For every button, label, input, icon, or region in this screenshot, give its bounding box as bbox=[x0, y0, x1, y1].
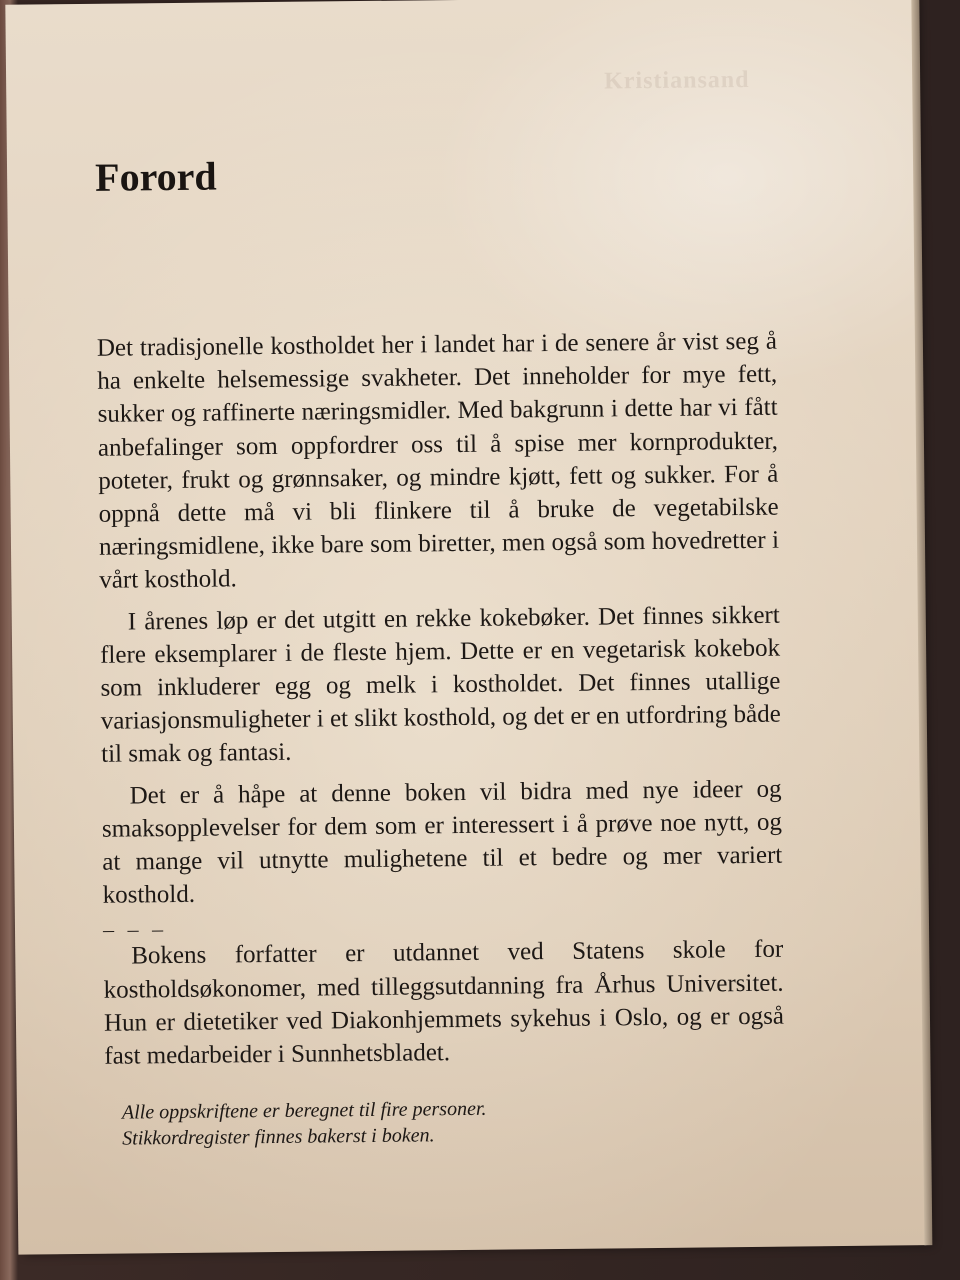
section-separator: – – – bbox=[102, 916, 168, 943]
paragraph-2: I årenes løp er det utgitt en rekke kokebøker. Det finnes sikkert flere eksemplarer i de fleste hjem. Dette er en vegetarisk kokebok som inkluderer egg og melk i kostholdet. Det finnes utallige variasjonsmuligheter i et slikt kosthold, og det er en utfordring både til smak og fantasi. bbox=[99, 601, 781, 769]
foreword-text bbox=[97, 325, 785, 1081]
page-title: Forord bbox=[94, 153, 217, 200]
book-page bbox=[5, 0, 926, 1255]
show-through-text: Kristiansand bbox=[604, 66, 750, 95]
paragraph-1: Det tradisjonelle kostholdet her i landet har i de senere år vist seg å ha enkelte helsemessige svakheter. Det inneholder for mye fett, sukker og raffinerte næringsmidler. Med bakgrunn i dette har vi fått anbefalinger som oppfordrer oss til å spise mer kornprodukter, poteter, frukt og grønnsaker, og mindre kjøtt, fett og sukker. For å oppnå dette må vi bli flinkere til å bruke de vegetabilske næringsmidlene, ikke bare som biretter, men også som hovedretter i vårt kosthold. bbox=[96, 327, 780, 595]
note-line-2: Stikkordregister finnes bakerst i boken. bbox=[122, 1124, 435, 1150]
paragraph-3: Det er å håpe at denne boken vil bidra med nye ideer og smaksopplevelser for dem som er interessert i å prøve noe nytt, og at mange vil utnytte mulighetene til et bedre og mer variert kosthold. bbox=[101, 775, 783, 910]
recipe-note bbox=[122, 1096, 487, 1152]
author-paragraph: Bokens forfatter er utdannet ved Statens skole for kostholdsøkonomer, med tilleggsutdanning fra Århus Universitet. Hun er dietetiker ved Diakonhjemmets sykehus i Oslo, og er også fast medarbeider i Sunnhetsbladet. bbox=[103, 936, 785, 1070]
note-line-1: Alle oppskriftene er beregnet til fire personer. bbox=[121, 1097, 487, 1124]
